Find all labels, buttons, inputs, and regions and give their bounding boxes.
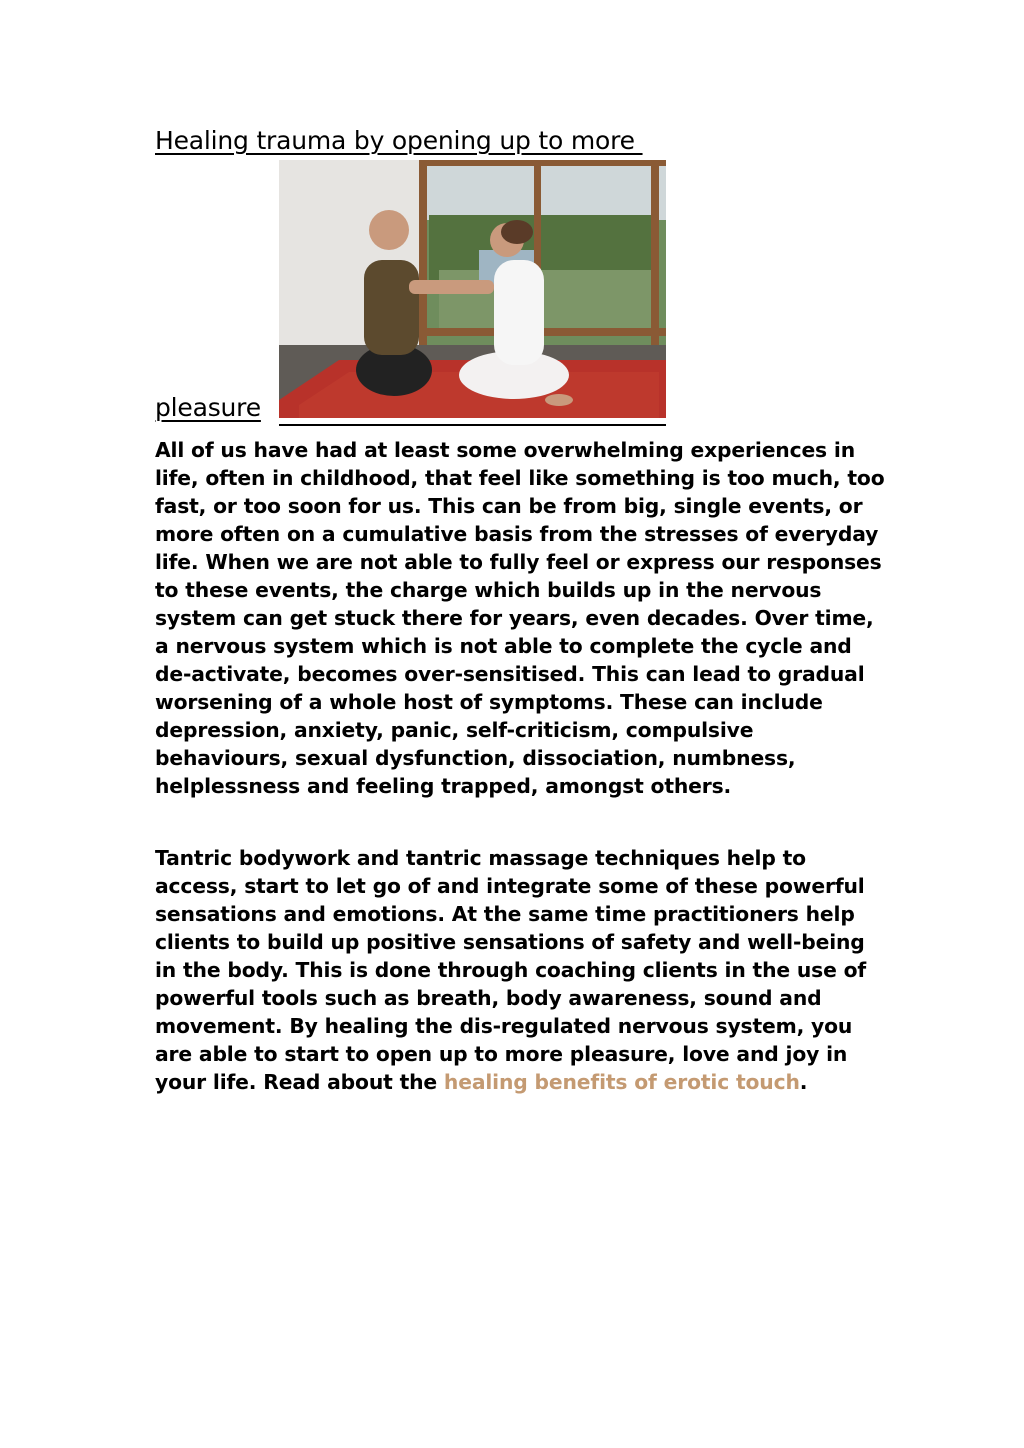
paragraph-2-end: . [799, 1070, 808, 1094]
article-title-line-2: pleasure [155, 393, 261, 422]
title-underline-rule [279, 424, 666, 426]
paragraph-2-text: Tantric bodywork and tantric massage techniques help to access, start to let go of and integrate some of these powerful sensations and emotions. At the same time practitioners help clients to build up positive sensations of safety and well-being in the body. This is done through coaching clients in the use of powerful tools such as breath, body awareness, sound and movement. By healing the dis-regulated nervous system, you are able to start to open up to more pleasure, love and joy in your life. Read about the [155, 846, 867, 1094]
article-title-line-1: Healing trauma by opening up to more [155, 126, 643, 155]
article-photo [279, 160, 666, 418]
erotic-touch-link[interactable]: healing benefits of erotic touch [443, 1070, 800, 1094]
paragraph-1: All of us have had at least some overwhelming experiences in life, often in childhood, that feel like something is too much, too fast, or too soon for us. This can be from big, single events, or more often on a cumulative basis from the stresses of everyday life. When we are not able to fully feel or express our responses to these events, the charge which builds up in the nervous system can get stuck there for years, even decades. Over time, a nervous system which is not able to complete the cycle and de-activate, becomes over-sensitised. This can lead to gradual worsening of a whole host of symptoms. These can include depression, anxiety, panic, self-criticism, compulsive behaviours, sexual dysfunction, dissociation, numbness, helplessness and feeling trapped, amongst others. [155, 438, 885, 798]
paragraph-2 [155, 844, 885, 1096]
